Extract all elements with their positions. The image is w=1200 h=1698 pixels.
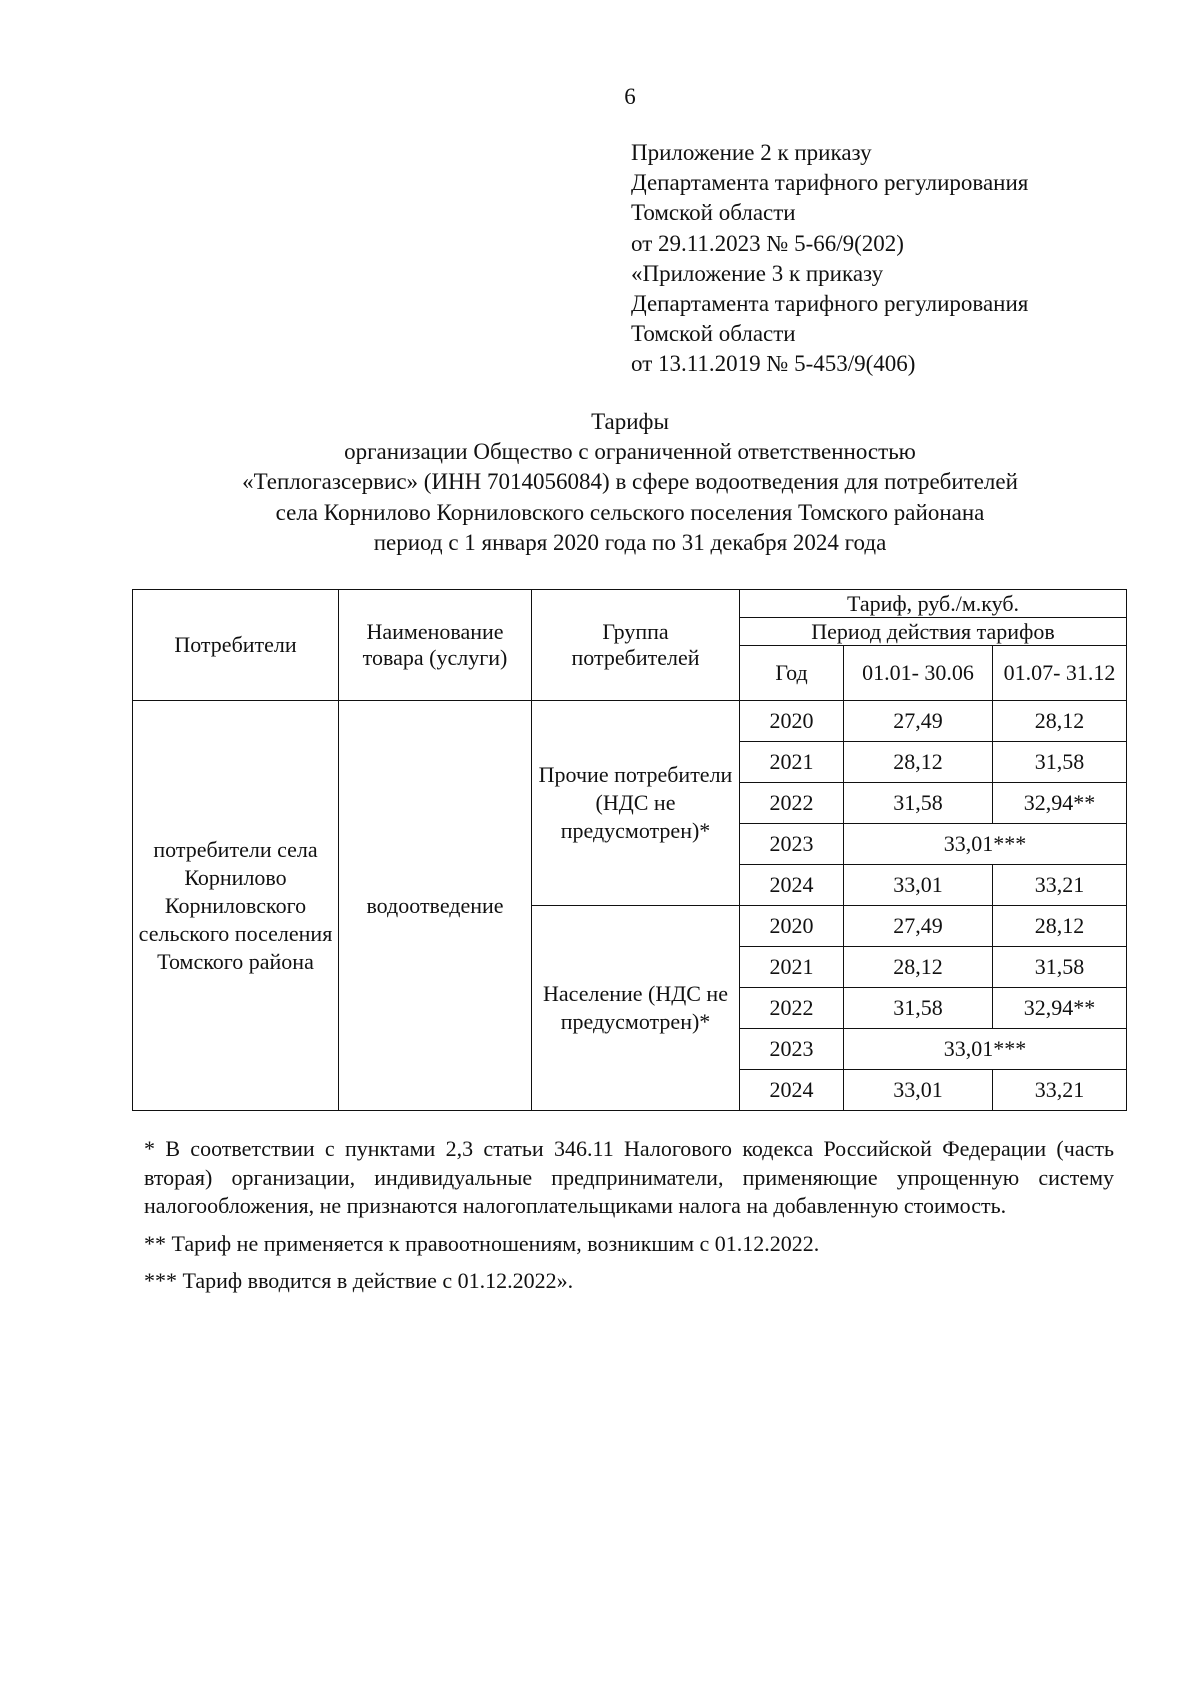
tariff-merged-cell: 33,01*** [844, 1029, 1127, 1070]
year-cell: 2022 [740, 988, 844, 1029]
title-line: Тарифы [591, 409, 669, 434]
tariff-h2-cell: 31,58 [993, 742, 1127, 783]
header-tariff: Тариф, руб./м.куб. [740, 590, 1127, 618]
footnote-2: ** Тариф не применяется к правоотношениям, возникшим с 01.12.2022. [144, 1230, 820, 1256]
tariff-h2-cell: 31,58 [993, 947, 1127, 988]
header-half1: 01.01- 30.06 [844, 646, 993, 701]
year-cell: 2024 [740, 1070, 844, 1111]
header-group: Группа потребителей [532, 590, 740, 701]
footnotes [144, 1135, 1114, 1305]
tariff-merged-cell: 33,01*** [844, 824, 1127, 865]
tariff-h1-cell: 28,12 [844, 742, 993, 783]
appendix-line: Департамента тарифного регулирования [631, 291, 1029, 317]
table-header-row [133, 590, 1127, 618]
group-cell-other: Прочие потребители (НДС не предусмотрен)* [532, 701, 740, 906]
year-cell: 2023 [740, 1029, 844, 1070]
page-number: 6 [624, 84, 636, 109]
appendix-line: Томской области [631, 321, 796, 347]
tariff-h1-cell: 28,12 [844, 947, 993, 988]
group-cell-population: Население (НДС не предусмотрен)* [532, 906, 740, 1111]
tariff-table [132, 589, 1127, 1111]
year-cell: 2021 [740, 742, 844, 783]
header-period: Период действия тарифов [740, 618, 1127, 646]
tariff-h1-cell: 31,58 [844, 988, 993, 1029]
year-cell: 2024 [740, 865, 844, 906]
tariff-h2-cell: 28,12 [993, 906, 1127, 947]
appendix-line: от 13.11.2019 № 5-453/9(406) [631, 351, 916, 377]
tariff-h2-cell: 32,94** [993, 783, 1127, 824]
header-half2: 01.07- 31.12 [993, 646, 1127, 701]
footnote-3: *** Тариф вводится в действие с 01.12.2022». [144, 1268, 574, 1293]
tariff-h2-cell: 32,94** [993, 988, 1127, 1029]
title-line: села Корнилово Корниловского сельского поселения Томского районана [275, 499, 985, 525]
tariff-h1-cell: 27,49 [844, 906, 993, 947]
document-title [0, 407, 1200, 558]
header-year: Год [740, 646, 844, 701]
consumer-cell: потребители села Корнилово Корниловского сельского поселения Томского района [133, 701, 339, 1111]
tariff-h1-cell: 33,01 [844, 865, 993, 906]
year-cell: 2021 [740, 947, 844, 988]
header-consumers: Потребители [133, 590, 339, 701]
tariff-h2-cell: 33,21 [993, 1070, 1127, 1111]
appendix-line: Департамента тарифного регулирования [631, 170, 1029, 196]
tariff-h2-cell: 33,21 [993, 865, 1127, 906]
footnote-1: * В соответствии с пунктами 2,3 статьи 346.11 Налогового кодекса Российской Федерации (часть вторая) организации, индивидуальные предприниматели, применяющие упрощенную систему налогообложения, не признаются налогоплательщиками налога на добавленную стоимость. [144, 1136, 1114, 1218]
appendix-header [631, 138, 1028, 380]
table-row [133, 701, 1127, 742]
year-cell: 2020 [740, 906, 844, 947]
service-cell: водоотведение [339, 701, 532, 1111]
tariff-h2-cell: 28,12 [993, 701, 1127, 742]
title-line: «Теплогазсервис» (ИНН 7014056084) в сфере водоотведения для потребителей [242, 469, 1018, 495]
appendix-line: Томской области [631, 200, 796, 226]
appendix-line: Приложение 2 к приказу [631, 140, 872, 165]
title-line: организации Общество с ограниченной ответственностью [344, 439, 916, 465]
year-cell: 2023 [740, 824, 844, 865]
tariff-h1-cell: 33,01 [844, 1070, 993, 1111]
year-cell: 2022 [740, 783, 844, 824]
appendix-line: от 29.11.2023 № 5-66/9(202) [631, 230, 904, 256]
title-line: период с 1 января 2020 года по 31 декабря 2024 года [373, 529, 887, 555]
header-service-name: Наименование товара (услуги) [339, 590, 532, 701]
year-cell: 2020 [740, 701, 844, 742]
tariff-h1-cell: 31,58 [844, 783, 993, 824]
tariff-h1-cell: 27,49 [844, 701, 993, 742]
appendix-line: «Приложение 3 к приказу [631, 260, 884, 286]
